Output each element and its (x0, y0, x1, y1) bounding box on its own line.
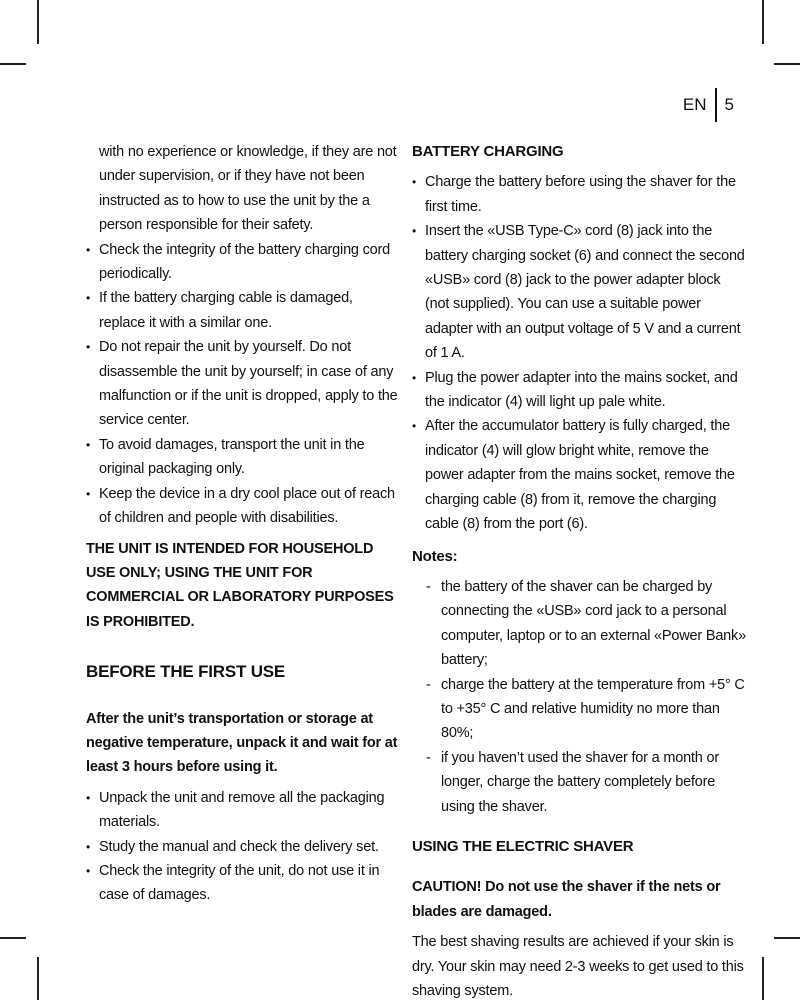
crop-mark-bottom-right-v (762, 957, 764, 1000)
section-title-using-shaver: USING THE ELECTRIC SHAVER (412, 837, 634, 855)
crop-mark-top-left-v (37, 0, 39, 44)
page-header (683, 88, 734, 122)
list-item: • After the accumulator battery is fully charged, the indicator (4) will glow bright white, remove the power adapter from the mains socket, remove the charging cable (8) from it, remove the charging cable (8) from the port (6). (412, 414, 746, 536)
left-column (86, 140, 402, 908)
list-item: • Plug the power adapter into the mains socket, and the indicator (4) will light up pale white. (412, 366, 746, 415)
crop-mark-bottom-right-h (774, 937, 800, 939)
battery-list (412, 170, 746, 536)
storage-intro: After the unit’s transportation or storage at negative temperature, unpack it and wait for at least 3 hours before using it. (86, 710, 398, 776)
list-item: - the battery of the shaver can be charged by connecting the «USB» cord jack to a personal computer, laptop or to an external «Power Bank» battery; (441, 575, 746, 673)
crop-mark-top-right-h (774, 63, 800, 65)
continuation-text: with no experience or knowledge, if they are not under supervision, or if they have not been instructed as to how to use the unit by the a person responsible for their safety. (99, 144, 397, 234)
header-separator (715, 88, 717, 122)
section-title-before-first-use: BEFORE THE FIRST USE (86, 662, 286, 682)
list-item: • To avoid damages, transport the unit in the original packaging only. (86, 433, 402, 482)
list-item: • Study the manual and check the delivery set. (86, 835, 402, 859)
list-item: • Insert the «USB Type-C» cord (8) jack into the battery charging socket (6) and connect the second «USB» cord (8) jack to the power adapter block (not supplied). You can use a suitable power adapter with an output voltage of 5 V and a current of 1 A. (412, 219, 746, 365)
list-item: - charge the battery at the temperature from +5° C to +35° C and relative humidity no more than 80%; (441, 673, 746, 746)
body-text: The best shaving results are achieved if your skin is dry. Your skin may need 2-3 weeks to get used to this shaving system. (412, 934, 744, 999)
crop-mark-bottom-left-v (37, 957, 39, 1000)
list-item: • Unpack the unit and remove all the packaging materials. (86, 786, 402, 835)
section-title-battery-charging: BATTERY CHARGING (412, 143, 564, 160)
language-code: EN (682, 95, 707, 114)
first-use-list (86, 786, 402, 908)
list-item: • Do not repair the unit by yourself. Do not disassemble the unit by yourself; in case of any malfunction or if the unit is dropped, apply to the service center. (86, 335, 402, 433)
list-item: - if you haven’t used the shaver for a month or longer, charge the battery completely before using the shaver. (441, 746, 746, 819)
crop-mark-top-left-h (0, 63, 26, 65)
list-item: • Check the integrity of the battery charging cord periodically. (86, 238, 402, 287)
notes-label: Notes: (412, 547, 458, 565)
notes-list (412, 575, 746, 819)
household-warning: THE UNIT IS INTENDED FOR HOUSEHOLD USE ONLY; USING THE UNIT FOR COMMERCIAL OR LABORATORY PURPOSES IS PROHIBITED. (86, 540, 394, 630)
caution-text: CAUTION! Do not use the shaver if the nets or blades are damaged. (412, 879, 721, 920)
list-item: • Keep the device in a dry cool place out of reach of children and people with disabilities. (86, 482, 402, 531)
crop-mark-bottom-left-h (0, 937, 26, 939)
crop-mark-top-right-v (762, 0, 764, 44)
safety-list (86, 238, 402, 531)
list-item: • Charge the battery before using the shaver for the first time. (412, 170, 746, 219)
list-item: • If the battery charging cable is damaged, replace it with a similar one. (86, 286, 402, 335)
right-column (412, 140, 746, 1003)
list-item: • Check the integrity of the unit, do not use it in case of damages. (86, 859, 402, 908)
page-number: 5 (724, 95, 734, 114)
